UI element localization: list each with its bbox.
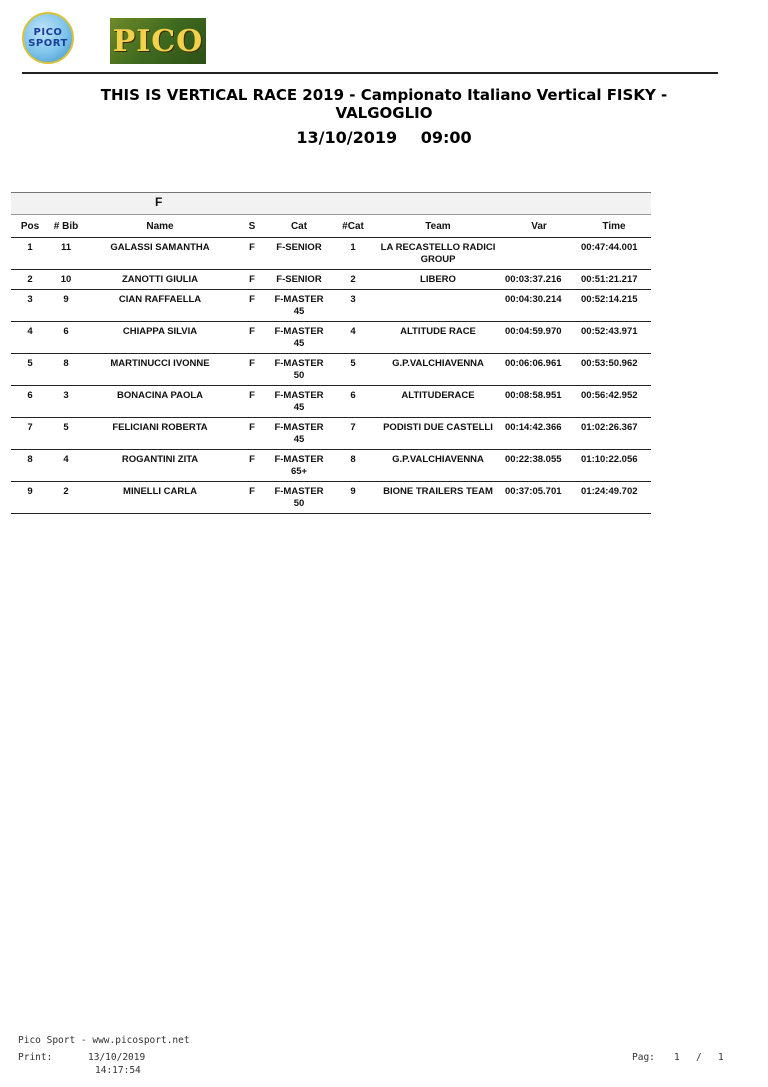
cell-catpos: 3: [331, 290, 375, 322]
cell-team: LA RECASTELLO RADICI GROUP: [375, 238, 501, 270]
footer-page-label: Pag:: [632, 1052, 655, 1063]
column-header: Cat: [267, 215, 331, 238]
cell-catpos: 2: [331, 270, 375, 290]
cell-name: ROGANTINI ZITA: [83, 450, 237, 482]
cell-bib: 5: [49, 418, 83, 450]
cell-bib: 3: [49, 386, 83, 418]
cell-name: MARTINUCCI IVONNE: [83, 354, 237, 386]
cell-s: F: [237, 386, 267, 418]
cell-time: 00:52:43.971: [577, 322, 651, 354]
table-row: [11, 290, 651, 322]
cell-var: 00:03:37.216: [501, 270, 577, 290]
footer-page-current: 1: [674, 1052, 680, 1063]
cell-var: 00:37:05.701: [501, 482, 577, 514]
cell-bib: 4: [49, 450, 83, 482]
cell-cat: F-MASTER 50: [267, 482, 331, 514]
cell-cat: F-MASTER 45: [267, 322, 331, 354]
cell-s: F: [237, 354, 267, 386]
cell-name: MINELLI CARLA: [83, 482, 237, 514]
column-header: S: [237, 215, 267, 238]
cell-team: BIONE TRAILERS TEAM: [375, 482, 501, 514]
race-date: 13/10/2019: [296, 128, 398, 147]
column-header: Name: [83, 215, 237, 238]
cell-bib: 11: [49, 238, 83, 270]
cell-time: 00:52:14.215: [577, 290, 651, 322]
race-time: 09:00: [420, 128, 472, 147]
column-header: Var: [501, 215, 577, 238]
cell-name: GALASSI SAMANTHA: [83, 238, 237, 270]
cell-catpos: 9: [331, 482, 375, 514]
cell-time: 00:47:44.001: [577, 238, 651, 270]
cell-bib: 10: [49, 270, 83, 290]
table-row: [11, 238, 651, 270]
table-row: [11, 322, 651, 354]
cell-cat: F-MASTER 45: [267, 386, 331, 418]
cell-pos: 5: [11, 354, 49, 386]
footer-site: Pico Sport - www.picosport.net: [18, 1035, 190, 1046]
pico-logo-text: PICO: [112, 23, 204, 59]
cell-catpos: 8: [331, 450, 375, 482]
cell-s: F: [237, 482, 267, 514]
cell-pos: 6: [11, 386, 49, 418]
cell-s: F: [237, 238, 267, 270]
column-header: Time: [577, 215, 651, 238]
table-row: [11, 270, 651, 290]
pico-sport-logo: [22, 12, 74, 64]
cell-var: 00:08:58.951: [501, 386, 577, 418]
cell-name: FELICIANI ROBERTA: [83, 418, 237, 450]
cell-time: 00:51:21.217: [577, 270, 651, 290]
cell-catpos: 7: [331, 418, 375, 450]
results-body: [11, 238, 651, 514]
footer-print-label: Print:: [18, 1052, 53, 1063]
results-table: [11, 214, 651, 514]
cell-team: ALTITUDE RACE: [375, 322, 501, 354]
cell-var: 00:22:38.055: [501, 450, 577, 482]
cell-pos: 7: [11, 418, 49, 450]
table-row: [11, 354, 651, 386]
column-header: #Cat: [331, 215, 375, 238]
cell-bib: 6: [49, 322, 83, 354]
header-divider: [22, 72, 718, 74]
category-bar: [11, 192, 651, 214]
column-header: # Bib: [49, 215, 83, 238]
cell-time: 01:10:22.056: [577, 450, 651, 482]
cell-pos: 8: [11, 450, 49, 482]
table-row: [11, 450, 651, 482]
cell-time: 01:24:49.702: [577, 482, 651, 514]
cell-bib: 8: [49, 354, 83, 386]
cell-pos: 9: [11, 482, 49, 514]
page-title: THIS IS VERTICAL RACE 2019 - Campionato Italiano Vertical FISKY - VALGOGLIO: [100, 86, 668, 122]
results-table-wrapper: [11, 192, 651, 514]
cell-cat: F-MASTER 45: [267, 418, 331, 450]
cell-name: ZANOTTI GIULIA: [83, 270, 237, 290]
cell-s: F: [237, 270, 267, 290]
cell-s: F: [237, 290, 267, 322]
table-row: [11, 418, 651, 450]
footer-page-sep: /: [696, 1052, 702, 1063]
cell-var: 00:14:42.366: [501, 418, 577, 450]
cell-cat: F-MASTER 50: [267, 354, 331, 386]
cell-bib: 2: [49, 482, 83, 514]
cell-pos: 1: [11, 238, 49, 270]
cell-var: 00:04:59.970: [501, 322, 577, 354]
cell-catpos: 1: [331, 238, 375, 270]
column-header: Pos: [11, 215, 49, 238]
cell-team: LIBERO: [375, 270, 501, 290]
table-row: [11, 386, 651, 418]
cell-team: PODISTI DUE CASTELLI: [375, 418, 501, 450]
cell-catpos: 5: [331, 354, 375, 386]
cell-s: F: [237, 450, 267, 482]
logo-text-line2: SPORT: [28, 38, 68, 49]
cell-cat: F-MASTER 65+: [267, 450, 331, 482]
logo-text-line1: PICO: [33, 27, 63, 38]
race-datetime: [60, 128, 708, 147]
table-row: [11, 482, 651, 514]
cell-team: [375, 290, 501, 322]
cell-cat: F-SENIOR: [267, 238, 331, 270]
cell-name: CIAN RAFFAELLA: [83, 290, 237, 322]
category-label: F: [155, 195, 163, 209]
table-header-row: [11, 215, 651, 238]
cell-time: 01:02:26.367: [577, 418, 651, 450]
cell-time: 00:56:42.952: [577, 386, 651, 418]
cell-pos: 2: [11, 270, 49, 290]
cell-var: 00:06:06.961: [501, 354, 577, 386]
cell-name: BONACINA PAOLA: [83, 386, 237, 418]
cell-team: G.P.VALCHIAVENNA: [375, 354, 501, 386]
cell-time: 00:53:50.962: [577, 354, 651, 386]
footer-print-time: 14:17:54: [95, 1065, 141, 1076]
cell-var: 00:04:30.214: [501, 290, 577, 322]
cell-name: CHIAPPA SILVIA: [83, 322, 237, 354]
cell-pos: 4: [11, 322, 49, 354]
cell-s: F: [237, 418, 267, 450]
cell-catpos: 4: [331, 322, 375, 354]
footer-print-date: 13/10/2019: [88, 1052, 146, 1063]
cell-team: ALTITUDERACE: [375, 386, 501, 418]
cell-pos: 3: [11, 290, 49, 322]
footer-page-total: 1: [718, 1052, 724, 1063]
pico-logo: [110, 18, 206, 64]
cell-cat: F-MASTER 45: [267, 290, 331, 322]
cell-catpos: 6: [331, 386, 375, 418]
cell-bib: 9: [49, 290, 83, 322]
cell-s: F: [237, 322, 267, 354]
column-header: Team: [375, 215, 501, 238]
cell-var: [501, 238, 577, 270]
cell-cat: F-SENIOR: [267, 270, 331, 290]
cell-team: G.P.VALCHIAVENNA: [375, 450, 501, 482]
